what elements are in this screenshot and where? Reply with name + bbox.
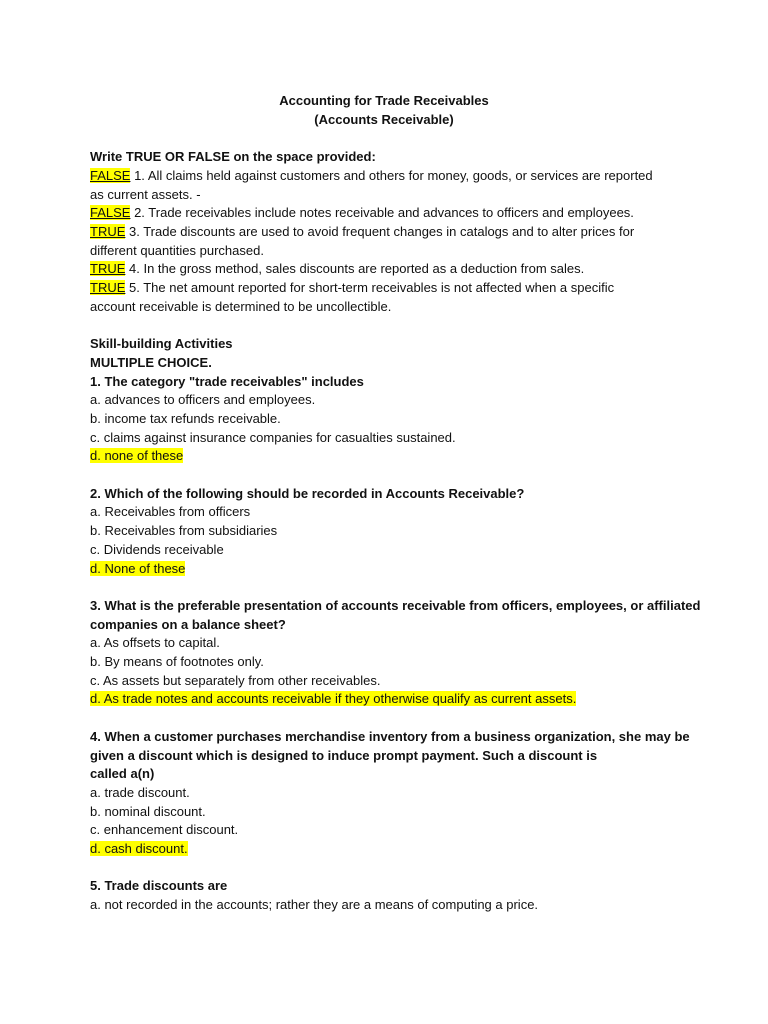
- true-false-item: [90, 223, 690, 260]
- option-text: a. As offsets to capital.: [90, 635, 220, 651]
- skill-section: [90, 335, 701, 915]
- statement-text-continued: account receivable is determined to be uncollectible.: [90, 298, 392, 314]
- question-text: 3. What is the preferable presentation of accounts receivable from officers, employees, or affiliated: [90, 597, 701, 613]
- mc-question: [90, 859, 690, 915]
- option-text: d. As trade notes and accounts receivable if they otherwise qualify as current assets.: [90, 691, 577, 707]
- question-text: 4. When a customer purchases merchandise inventory from a business organization, she may be: [90, 728, 690, 744]
- answer-tag: FALSE: [90, 167, 131, 183]
- mc-question: [90, 466, 690, 578]
- mc-question: [90, 373, 690, 467]
- true-false-section: [90, 148, 690, 316]
- option: [90, 429, 690, 448]
- option: [90, 784, 690, 803]
- answer-tag: TRUE: [90, 261, 126, 277]
- true-false-item: [90, 204, 690, 223]
- correct-option: [90, 560, 690, 579]
- true-false-item-line: [90, 260, 690, 279]
- option-text: a. Receivables from officers: [90, 504, 251, 520]
- title-line-1: Accounting for Trade Receivables: [279, 93, 489, 108]
- answer-tag: TRUE: [90, 280, 126, 296]
- question-text: given a discount which is designed to induce prompt payment. Such a discount is: [90, 747, 598, 763]
- statement-text: 3. Trade discounts are used to avoid frequent changes in catalogs and to alter prices for: [125, 223, 635, 239]
- true-false-item: [90, 279, 690, 316]
- true-false-item-line: [90, 279, 690, 298]
- statement-text: 2. Trade receivables include notes receivable and advances to officers and employees.: [130, 205, 634, 221]
- true-false-item-line: [90, 223, 690, 242]
- skill-subheading: MULTIPLE CHOICE.: [90, 354, 212, 370]
- option-text: d. cash discount.: [90, 841, 188, 857]
- option-text: b. Receivables from subsidiaries: [90, 523, 278, 539]
- option: [90, 541, 690, 560]
- mc-question: [90, 578, 701, 709]
- true-false-list: [90, 167, 690, 317]
- option-text: b. By means of footnotes only.: [90, 654, 264, 670]
- option-text: a. advances to officers and employees.: [90, 392, 316, 408]
- option: [90, 803, 690, 822]
- option: [90, 522, 690, 541]
- true-false-item-line: [90, 167, 690, 186]
- correct-option: [90, 447, 690, 466]
- answer-tag: FALSE: [90, 205, 131, 221]
- option-text: d. none of these: [90, 448, 184, 464]
- question-text: 5. Trade discounts are: [90, 878, 228, 894]
- option: [90, 634, 690, 653]
- multiple-choice-list: [90, 373, 701, 915]
- option-text: b. nominal discount.: [90, 803, 206, 819]
- option-text: c. claims against insurance companies for casualties sustained.: [90, 429, 456, 445]
- option: [90, 410, 690, 429]
- mc-question: [90, 709, 690, 859]
- document-title: [90, 92, 678, 129]
- correct-option: [90, 840, 690, 859]
- question-text: called a(n): [90, 766, 155, 782]
- option-text: a. trade discount.: [90, 784, 190, 800]
- option-text: a. not recorded in the accounts; rather they are a means of computing a price.: [90, 897, 539, 913]
- question-text: companies on a balance sheet?: [90, 616, 286, 632]
- title-line-2: (Accounts Receivable): [314, 111, 454, 127]
- option: [90, 391, 690, 410]
- skill-heading: Skill-building Activities: [90, 336, 233, 352]
- true-false-item: [90, 260, 690, 279]
- option-text: c. Dividends receivable: [90, 541, 224, 557]
- document-page: [90, 92, 701, 915]
- option: [90, 896, 690, 915]
- statement-text-continued: different quantities purchased.: [90, 242, 264, 258]
- question-text: 1. The category "trade receivables" includes: [90, 373, 364, 389]
- statement-text: 1. All claims held against customers and others for money, goods, or services are reported: [130, 167, 653, 183]
- statement-text: 5. The net amount reported for short-term receivables is not affected when a specific: [125, 280, 615, 296]
- true-false-item-line: [90, 204, 690, 223]
- option-text: c. As assets but separately from other receivables.: [90, 672, 381, 688]
- statement-text: 4. In the gross method, sales discounts are reported as a deduction from sales.: [125, 261, 585, 277]
- answer-tag: TRUE: [90, 223, 126, 239]
- statement-text-continued: as current assets. -: [90, 186, 201, 202]
- option-text: d. None of these: [90, 560, 186, 576]
- option-text: c. enhancement discount.: [90, 822, 239, 838]
- true-false-item: [90, 167, 690, 204]
- option-text: b. income tax refunds receivable.: [90, 410, 281, 426]
- question-text: 2. Which of the following should be recorded in Accounts Receivable?: [90, 485, 525, 501]
- option: [90, 503, 690, 522]
- correct-option: [90, 690, 690, 709]
- option: [90, 821, 690, 840]
- option: [90, 653, 690, 672]
- option: [90, 672, 690, 691]
- true-false-instruction: Write TRUE OR FALSE on the space provided:: [90, 149, 376, 165]
